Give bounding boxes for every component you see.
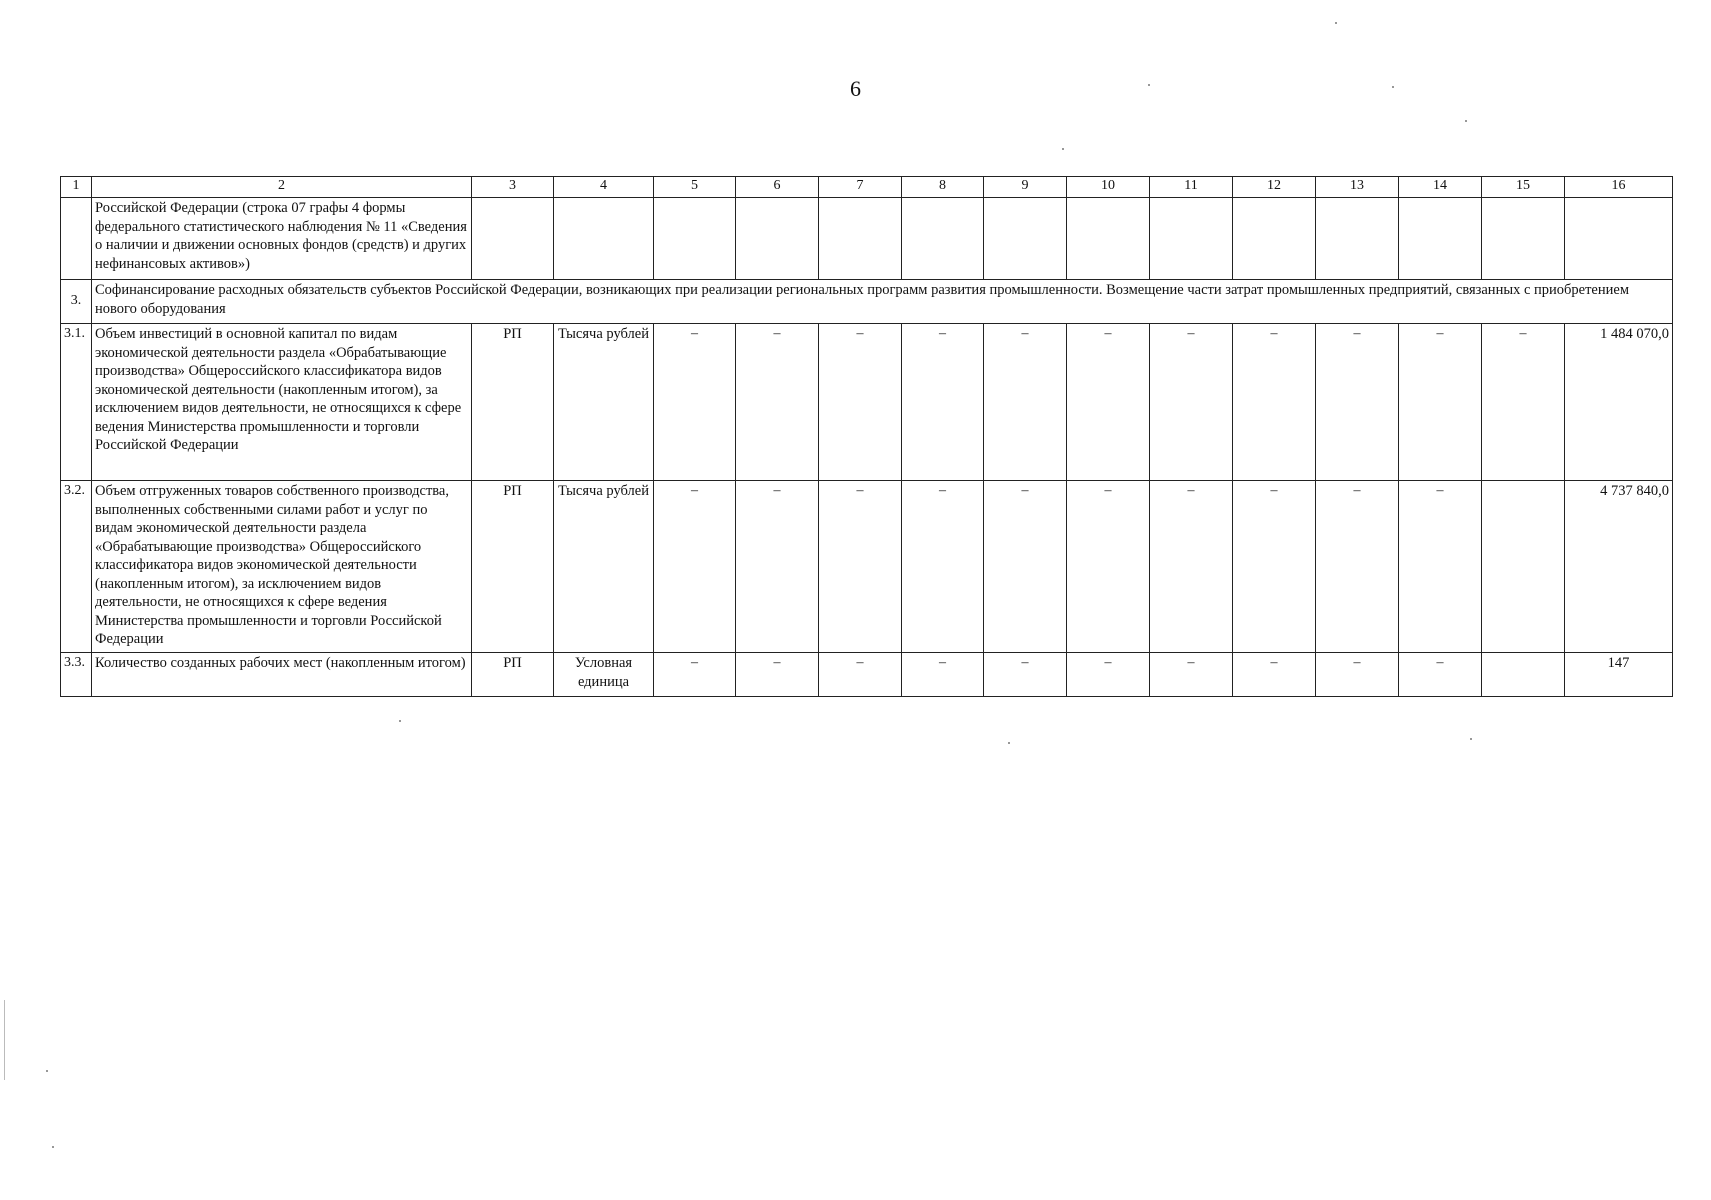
column-number: 5 xyxy=(654,177,736,198)
table-row xyxy=(61,653,1673,697)
indicator-description: Объем инвестиций в основной капитал по видам экономической деятельности раздела «Обрабатывающие производства» Общероссийского классификатора видов экономической деятельности (накопленным итогом), за исключением видов деятельности, не относящихся к сфере ведения Министерства промышленности и торговли Российской Федерации xyxy=(92,324,472,481)
value-cell: – xyxy=(1316,653,1399,697)
indicator-description: Российской Федерации (строка 07 графы 4 формы федерального статистического наблюдения № 11 «Сведения о наличии и движении основных фондов (средств) и других нефинансовых активов») xyxy=(92,198,472,280)
column-number: 10 xyxy=(1067,177,1150,198)
column-number: 11 xyxy=(1150,177,1233,198)
value-cell: – xyxy=(1067,653,1150,697)
scan-speck xyxy=(4,1000,5,1080)
column-number: 12 xyxy=(1233,177,1316,198)
column-number: 14 xyxy=(1399,177,1482,198)
indicator-type: РП xyxy=(472,653,554,697)
column-number: 13 xyxy=(1316,177,1399,198)
column-number: 1 xyxy=(61,177,92,198)
value-cell: – xyxy=(1150,481,1233,653)
value-cell: – xyxy=(1150,324,1233,481)
value-cell: – xyxy=(1233,653,1316,697)
value-cell: – xyxy=(1067,481,1150,653)
value-cell: – xyxy=(1067,324,1150,481)
row-number: 3.3. xyxy=(61,653,92,697)
value-cell: – xyxy=(736,481,819,653)
column-number: 2 xyxy=(92,177,472,198)
scan-speck xyxy=(399,720,401,722)
table-row xyxy=(61,481,1673,653)
scan-speck xyxy=(46,1070,48,1072)
column-number: 9 xyxy=(984,177,1067,198)
total-value: 1 484 070,0 xyxy=(1565,324,1673,481)
value-cell: – xyxy=(819,653,902,697)
indicators-table xyxy=(60,176,1673,697)
indicator-type: РП xyxy=(472,324,554,481)
row-number xyxy=(61,198,92,280)
indicator-description: Объем отгруженных товаров собственного производства, выполненных собственными силами работ и услуг по видам экономической деятельности раздела «Обрабатывающие производства» Общероссийского классификатора видов экономической деятельности (накопленным итогом), за исключением видов деятельности, не относящихся к сфере ведения Министерства промышленности и торговли Российской Федерации xyxy=(92,481,472,653)
unit-of-measure: Условная единица xyxy=(554,653,654,697)
value-cell: – xyxy=(1316,481,1399,653)
value-cell: – xyxy=(902,324,984,481)
scan-speck xyxy=(1062,148,1064,150)
scan-speck xyxy=(1465,120,1467,122)
value-cell: – xyxy=(1233,481,1316,653)
value-cell: – xyxy=(736,653,819,697)
section-number: 3. xyxy=(61,280,92,324)
scan-speck xyxy=(1335,22,1337,24)
total-value: 4 737 840,0 xyxy=(1565,481,1673,653)
scan-speck xyxy=(1148,84,1150,86)
section-row xyxy=(61,280,1673,324)
value-cell: – xyxy=(1150,653,1233,697)
value-cell: – xyxy=(1399,324,1482,481)
column-number: 15 xyxy=(1482,177,1565,198)
column-number: 4 xyxy=(554,177,654,198)
column-number: 8 xyxy=(902,177,984,198)
value-cell: – xyxy=(736,324,819,481)
value-cell: – xyxy=(654,481,736,653)
unit-of-measure: Тысяча рублей xyxy=(554,481,654,653)
column-number: 3 xyxy=(472,177,554,198)
table-row-continuation xyxy=(61,198,1673,280)
row-number: 3.1. xyxy=(61,324,92,481)
scan-speck xyxy=(1008,742,1010,744)
row-number: 3.2. xyxy=(61,481,92,653)
value-cell: – xyxy=(819,481,902,653)
value-cell: – xyxy=(1233,324,1316,481)
column-number: 6 xyxy=(736,177,819,198)
value-cell: – xyxy=(819,324,902,481)
value-cell: – xyxy=(654,653,736,697)
column-number: 16 xyxy=(1565,177,1673,198)
column-number-row xyxy=(61,177,1673,198)
value-cell: – xyxy=(1316,324,1399,481)
value-cell: – xyxy=(902,653,984,697)
total-value: 147 xyxy=(1565,653,1673,697)
value-cell: – xyxy=(1399,481,1482,653)
value-cell: – xyxy=(1399,653,1482,697)
scan-speck xyxy=(1470,738,1472,740)
value-cell xyxy=(1482,481,1565,653)
column-number: 7 xyxy=(819,177,902,198)
value-cell: – xyxy=(984,481,1067,653)
value-cell xyxy=(1482,653,1565,697)
table-row xyxy=(61,324,1673,481)
value-cell: – xyxy=(902,481,984,653)
value-cell: – xyxy=(654,324,736,481)
scan-speck xyxy=(52,1146,54,1148)
page-number: 6 xyxy=(850,76,861,101)
value-cell: – xyxy=(984,653,1067,697)
section-title: Софинансирование расходных обязательств субъектов Российской Федерации, возникающих при реализации региональных программ развития промышленности. Возмещение части затрат промышленных предприятий, связанных с приобретением нового оборудования xyxy=(92,280,1673,324)
value-cell: – xyxy=(984,324,1067,481)
value-cell: – xyxy=(1482,324,1565,481)
indicator-type: РП xyxy=(472,481,554,653)
scan-speck xyxy=(1392,86,1394,88)
indicator-description: Количество созданных рабочих мест (накопленным итогом) xyxy=(92,653,472,697)
unit-of-measure: Тысяча рублей xyxy=(554,324,654,481)
